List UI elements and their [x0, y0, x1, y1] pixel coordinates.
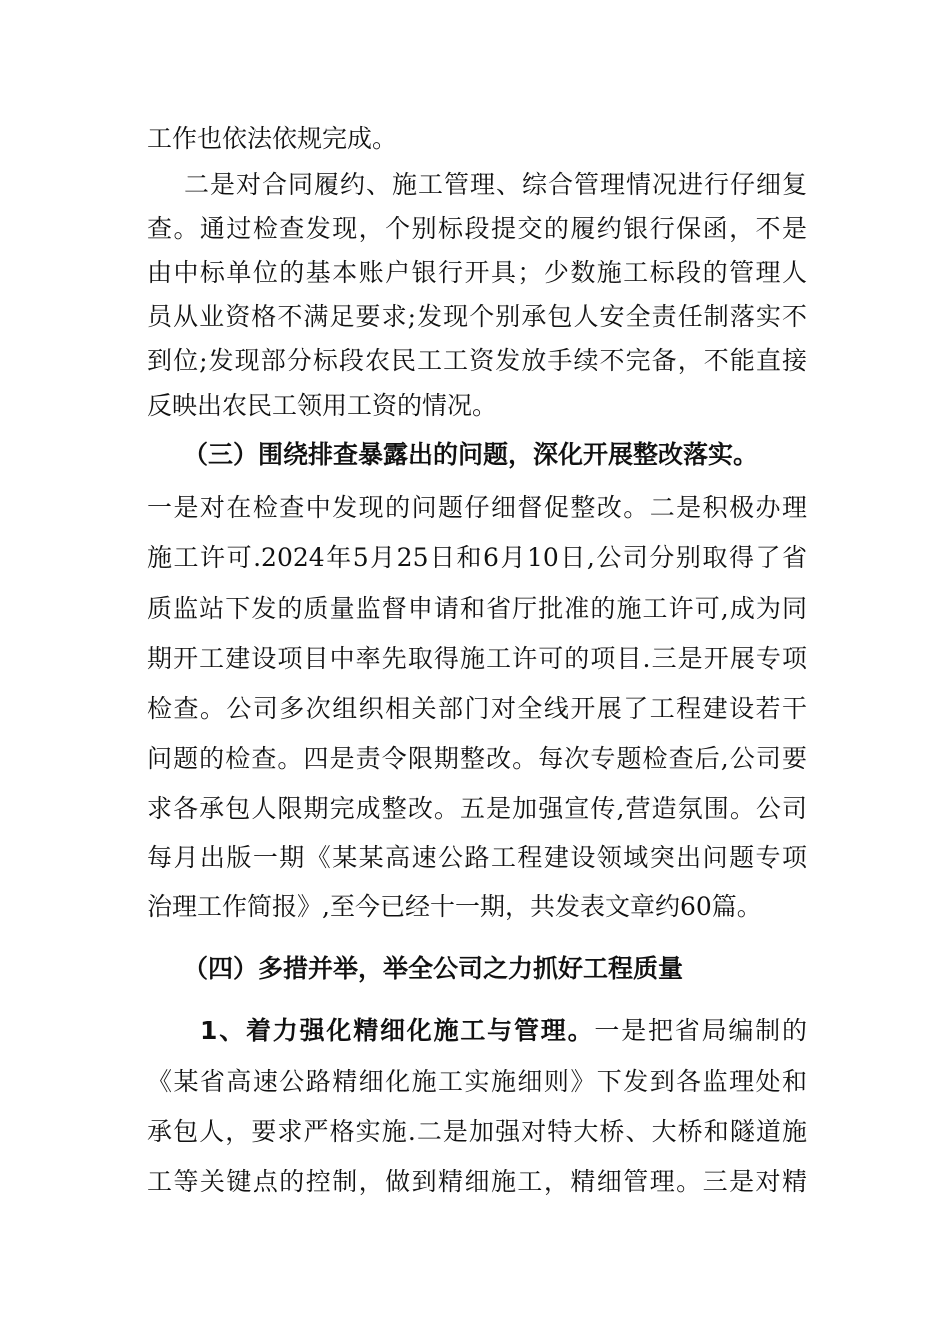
paragraph-line: 工作也依法依规完成。	[147, 124, 398, 153]
paragraph-line: 二是对合同履约、施工管理、综合管理情况进行仔细复	[184, 170, 807, 199]
paragraph-line: 一是对在检查中发现的问题仔细督促整改。二是积极办理	[147, 493, 807, 522]
paragraph-line: 到位;发现部分标段农民工工资发放手续不完备，不能直接	[147, 346, 807, 375]
subheading-1: 1、着力强化精细化施工与管理。	[200, 1016, 595, 1045]
paragraph-line: 反映出农民工领用工资的情况。	[147, 391, 498, 420]
paragraph-line: 员从业资格不满足要求;发现个别承包人安全责任制落实不	[147, 302, 807, 331]
paragraph-line: 检查。公司多次组织相关部门对全线开展了工程建设若干	[147, 694, 807, 723]
paragraph-line: 问题的检查。四是责令限期整改。每次专题检查后,公司要	[147, 744, 807, 773]
paragraph-line: 施工许可.2024年5月25日和6月10日,公司分别取得了省	[147, 543, 807, 572]
paragraph-line: 由中标单位的基本账户银行开具；少数施工标段的管理人	[147, 258, 807, 287]
paragraph-line: 求各承包人限期完成整改。五是加强宣传,营造氛围。公司	[147, 794, 807, 823]
paragraph-line: 期开工建设项目中率先取得施工许可的项目.三是开展专项	[147, 644, 807, 673]
paragraph-text: 一是把省局编制的	[594, 1016, 807, 1045]
paragraph-line: 质监站下发的质量监督申请和省厅批准的施工许可,成为同	[147, 594, 807, 623]
paragraph-line: 治理工作简报》,至今已经十一期，共发表文章约60篇。	[147, 892, 762, 921]
paragraph-line-with-subheading	[200, 1006, 807, 1056]
paragraph-line: 每月出版一期《某某高速公路工程建设领域突出问题专项	[147, 843, 807, 872]
paragraph-line: 工等关键点的控制，做到精细施工，精细管理。三是对精	[147, 1167, 807, 1196]
paragraph-line: 查。通过检查发现，个别标段提交的履约银行保函，不是	[147, 214, 807, 243]
section-heading-4: （四）多措并举，举全公司之力抓好工程质量	[183, 954, 684, 983]
paragraph-line: 承包人，要求严格实施.二是加强对特大桥、大桥和隧道施	[147, 1117, 807, 1146]
section-heading-3: （三）围绕排查暴露出的问题，深化开展整改落实。	[183, 440, 759, 469]
paragraph-line: 《某省高速公路精细化施工实施细则》下发到各监理处和	[147, 1067, 807, 1096]
